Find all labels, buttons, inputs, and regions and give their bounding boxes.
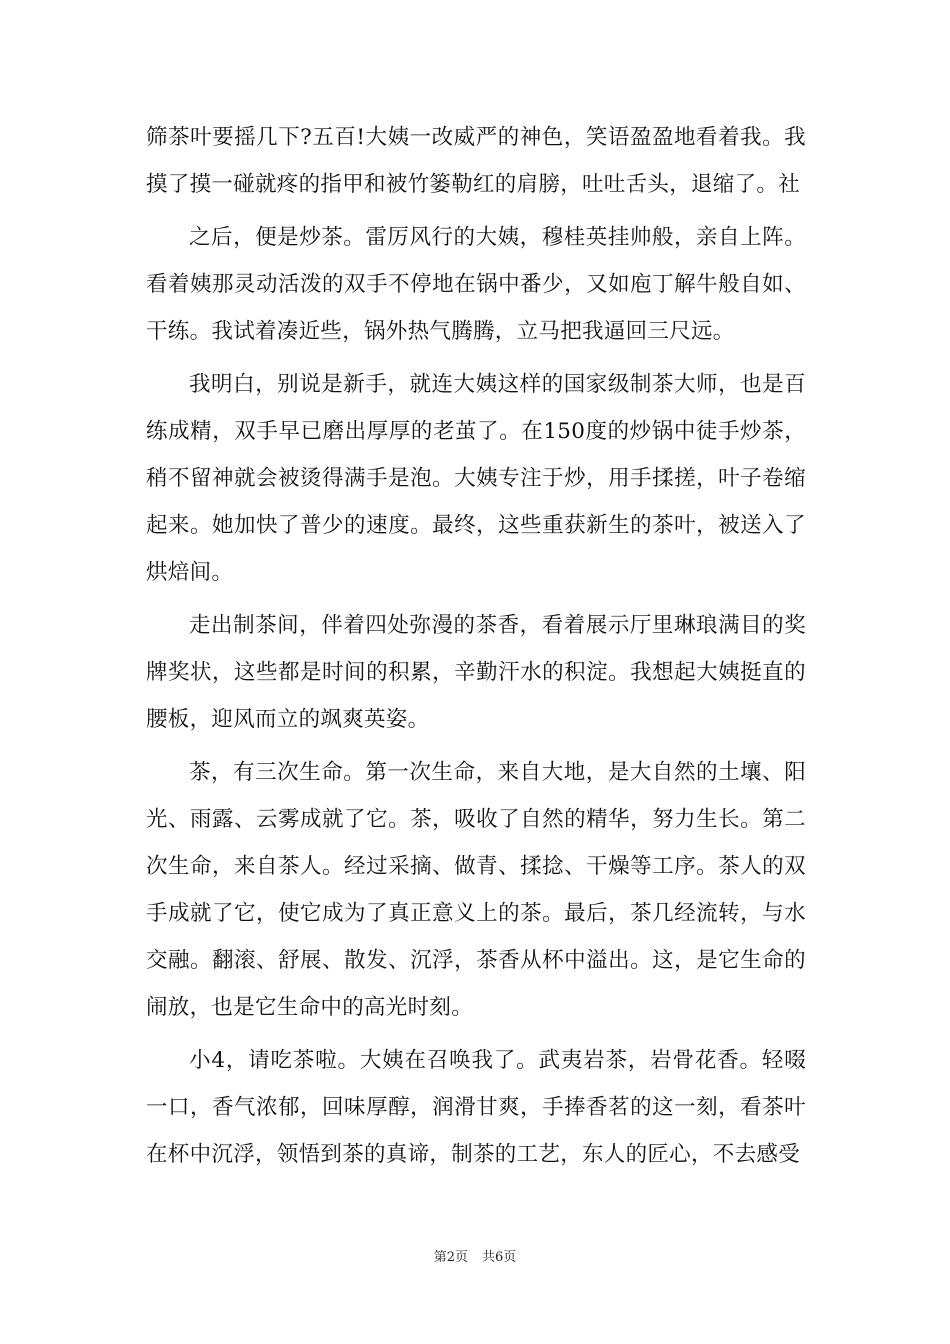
page-number-current: 第2页 [433,1250,468,1265]
page-footer [0,1248,950,1268]
paragraph-1: 筛茶叶要摇几下?五百!大姨一改威严的神色，笑语盈盈地看着我。我摸了摸一碰就疼的指甲和被竹篓勒红的肩膀，吐吐舌头，退缩了。社 [146,125,806,197]
paragraph-3: 我明白，别说是新手，就连大姨这样的国家级制茶大师，也是百练成精，双手早已磨出厚厚的老茧了。在150度的炒锅中徒手炒茶，稍不留神就会被烫得满手是泡。大姨专注于炒，用手揉搓，叶子卷缩起来。她加快了普少的速度。最终，这些重获新生的茶叶，被送入了烘焙间。 [146,372,806,585]
paragraph-5: 茶，有三次生命。第一次生命，来自大地，是大自然的土壤、阳光、雨露、云雾成就了它。茶，吸收了自然的精华，努力生长。第二次生命，来自茶人。经过采摘、做青、揉捻、干燥等工序。茶人的双手成就了它，使它成为了真正意义上的茶。最后，茶几经流转，与水交融。翻滚、舒展、散发、沉浮，茶香从杯中溢出。这，是它生命的闹放，也是它生命中的高光时刻。 [146,760,806,1020]
document-body [146,114,806,1178]
paragraph-2: 之后，便是炒茶。雷厉风行的大姨，穆桂英挂帅般，亲自上阵。看着姨那灵动活泼的双手不停地在锅中番少，又如庖丁解牛般自如、干练。我试着凑近些，锅外热气腾腾，立马把我逼回三尺远。 [146,225,806,344]
page-number-total: 共6页 [482,1250,517,1265]
paragraph-4: 走出制茶间，伴着四处弥漫的茶香，看着展示厅里琳琅满目的奖牌奖状，这些都是时间的积累，辛勤汗水的积淀。我想起大姨挺直的腰板，迎风而立的飒爽英姿。 [146,613,806,732]
paragraph-6: 小4，请吃茶啦。大姨在召唤我了。武夷岩茶，岩骨花香。轻啜一口，香气浓郁，回味厚醇，润滑甘爽，手捧香茗的这一刻，看茶叶在杯中沉浮，领悟到茶的真谛，制茶的工艺，东人的匠心，不去感受 [146,1048,806,1167]
